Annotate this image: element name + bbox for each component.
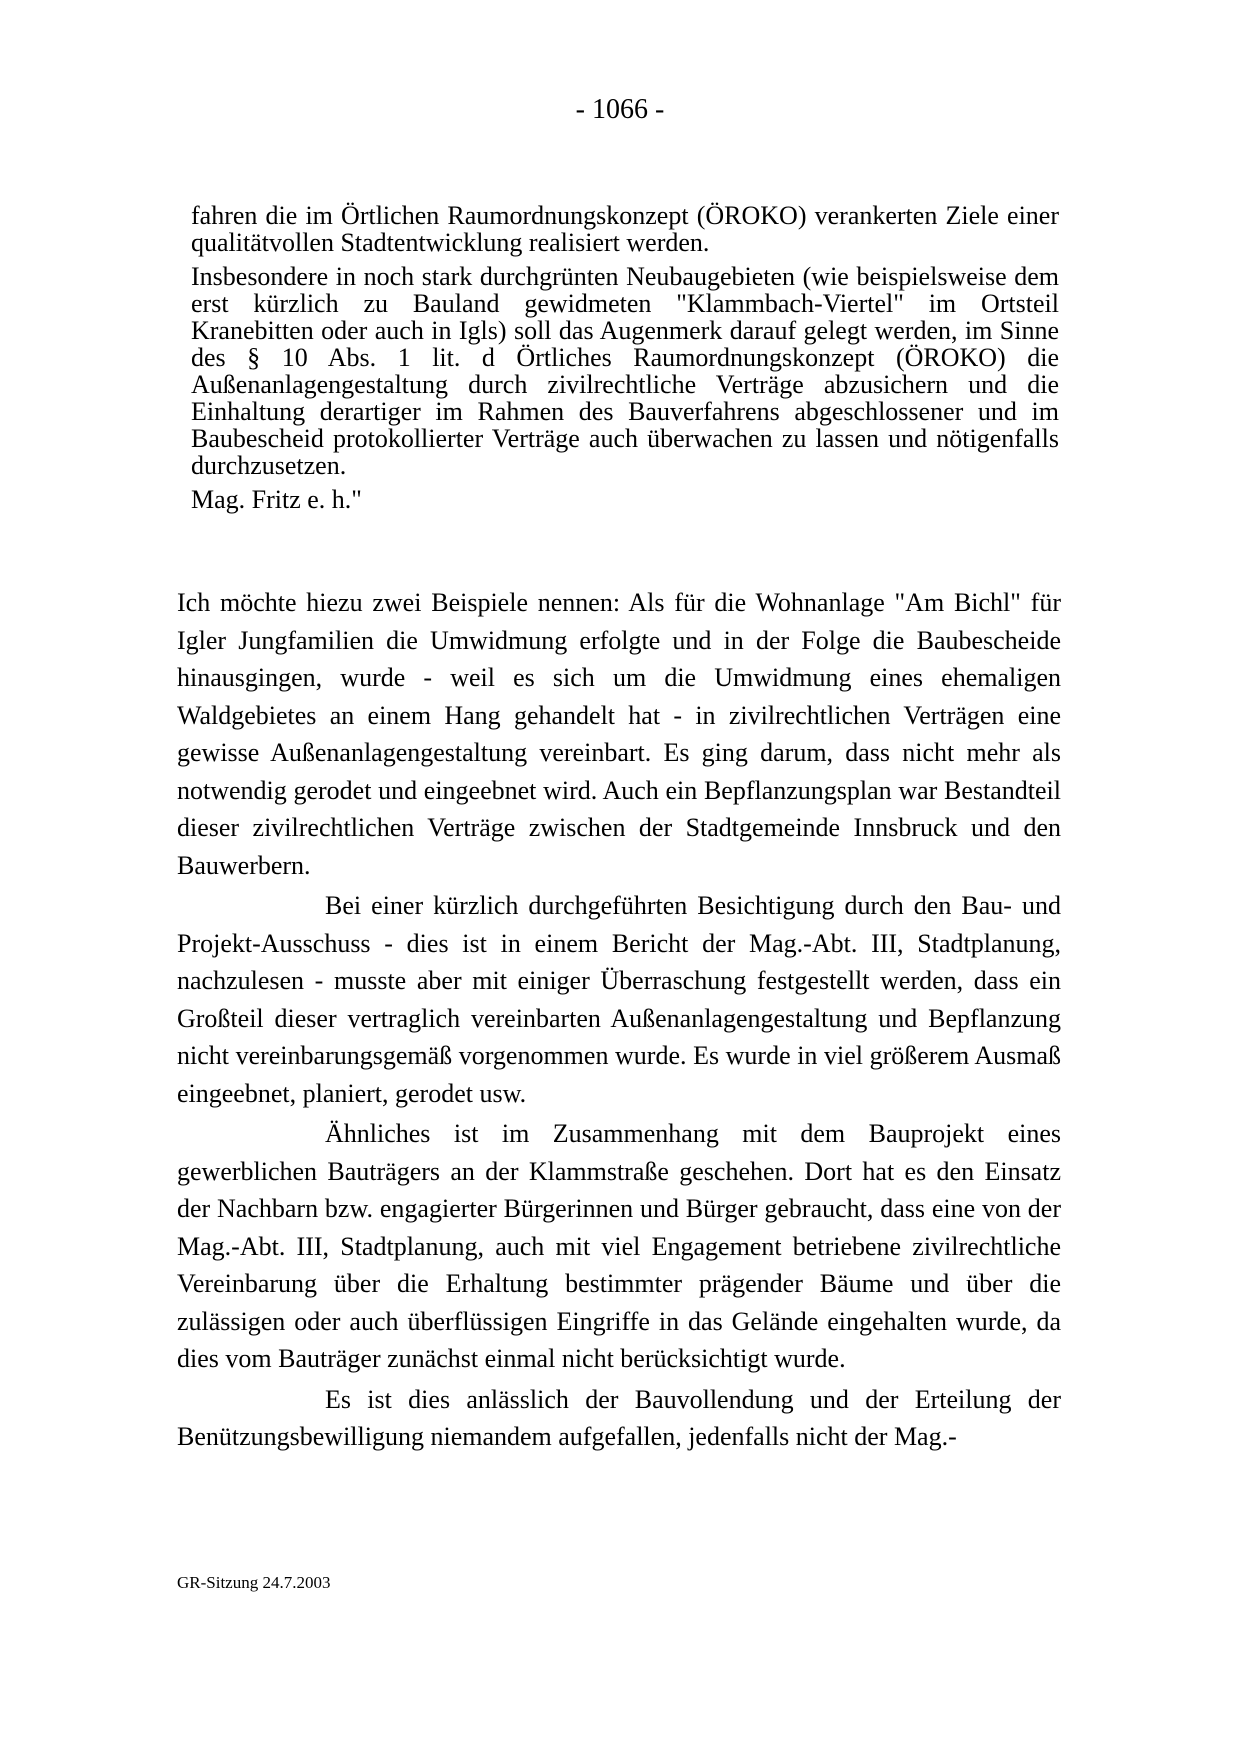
quote-paragraph: fahren die im Örtlichen Raumordnungskonzept (ÖROKO) verankerten Ziele einer qualitätvollen Stadtentwicklung realisiert werden. — [191, 201, 1059, 257]
body-paragraph: Ähnliches ist im Zusammenhang mit dem Bauprojekt eines gewerblichen Bauträgers an der Klammstraße geschehen. Dort hat es den Einsatz der Nachbarn bzw. engagierter Bürgerinnen und Bürger gebraucht, dass eine von der Mag.-Abt. III, Stadtplanung, auch mit viel Engagement betriebene zivilrechtliche Vereinbarung über die Erhaltung bestimmter prägender Bäume und über die zulässigen oder auch überflüssigen Eingriffe in das Gelände eingehalten wurde, da dies vom Bauträger zunächst einmal nicht berücksichtigt wurde. — [177, 1119, 1061, 1373]
quoted-motion — [191, 202, 1059, 520]
body-paragraph: Ich möchte hiezu zwei Beispiele nennen: Als für die Wohnanlage "Am Bichl" für Igler Jungfamilien die Umwidmung erfolgte und in der Folge die Baubescheide hinausgingen, wurde - weil es sich um die Umwidmung eines ehemaligen Waldgebietes an einem Hang gehandelt hat - in zivilrechtlichen Verträgen eine gewisse Außenanlagengestaltung vereinbart. Es ging darum, dass nicht mehr als notwendig gerodet und eingeebnet wird. Auch ein Bepflanzungsplan war Bestandteil dieser zivilrechtlichen Verträge zwischen der Stadtgemeinde Innsbruck und den Bauwerbern. — [177, 588, 1061, 880]
page-number: - 1066 - — [575, 94, 665, 125]
body-text — [177, 584, 1061, 1459]
quote-paragraph: Insbesondere in noch stark durchgrünten Neubaugebieten (wie beispielsweise dem erst kürzlich zu Bauland gewidmeten "Klammbach-Viertel" im Ortsteil Kranebitten oder auch in Igls) soll das Augenmerk darauf gelegt werden, im Sinne des § 10 Abs. 1 lit. d Örtliches Raumordnungskonzept (ÖROKO) die Außenanlagengestaltung durch zivilrechtliche Verträge abzusichern und die Einhaltung derartiger im Rahmen des Bauverfahrens abgeschlossener und im Baubescheid protokollierter Verträge auch überwachen zu lassen und nötigenfalls durchzusetzen. — [191, 262, 1059, 480]
body-paragraph: Es ist dies anlässlich der Bauvollendung und der Erteilung der Benützungsbewilligung niemandem aufgefallen, jedenfalls nicht der Mag.- — [177, 1384, 1061, 1451]
body-paragraph: Bei einer kürzlich durchgeführten Besichtigung durch den Bau- und Projekt-Ausschuss - dies ist in einem Bericht der Mag.-Abt. III, Stadtplanung, nachzulesen - musste aber mit einiger Überraschung festgestellt werden, dass ein Großteil dieser vertraglich vereinbarten Außenanlagengestaltung und Bepflanzung nicht vereinbarungsgemäß vorgenommen wurde. Es wurde in viel größerem Ausmaß eingeebnet, planiert, gerodet usw. — [177, 891, 1061, 1108]
footer-session-date: GR-Sitzung 24.7.2003 — [177, 1573, 331, 1592]
quote-signature: Mag. Fritz e. h." — [191, 485, 362, 514]
